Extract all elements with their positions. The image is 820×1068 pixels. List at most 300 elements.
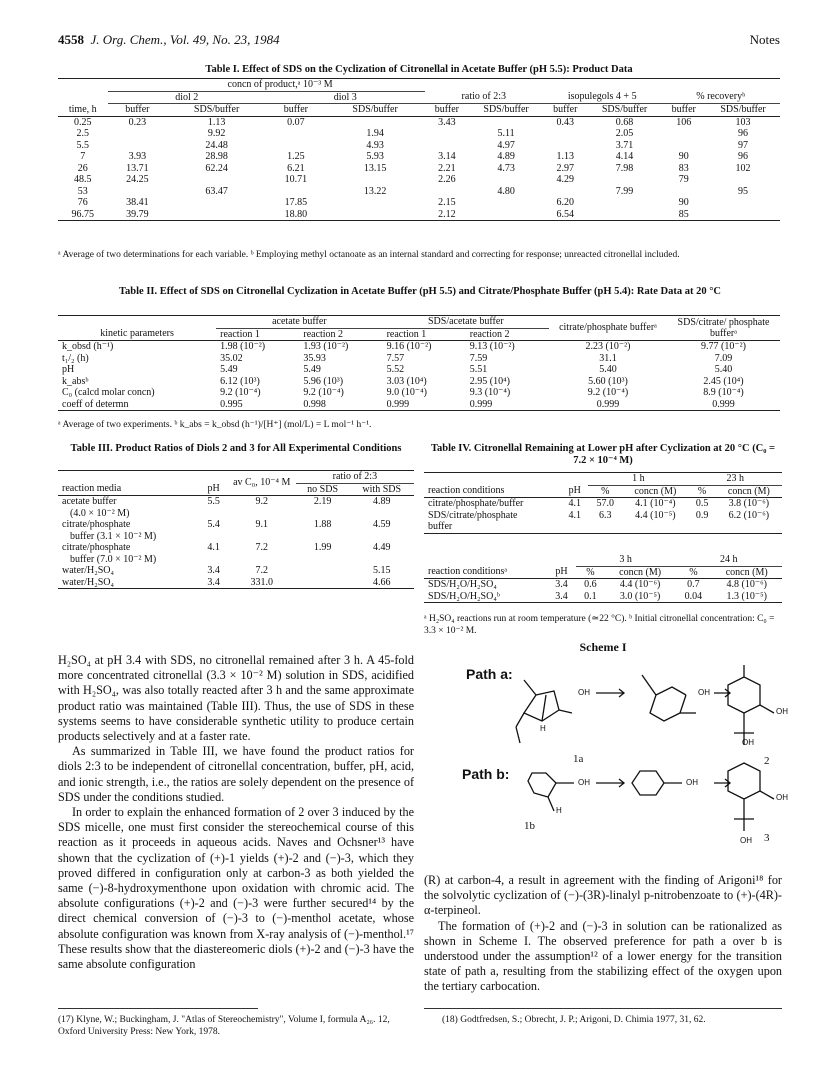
table-cell: 9.92 xyxy=(207,128,226,139)
table-cell: 4.89 xyxy=(372,496,391,507)
oh-label: OH xyxy=(742,738,754,747)
table-cell: buffer (7.0 × 10⁻² M) xyxy=(70,553,157,565)
t3-group-ratio: ratio of 2:3 xyxy=(296,471,414,484)
arrow-b1 xyxy=(596,779,624,787)
table-cell: 9.16 (10⁻²) xyxy=(386,341,432,352)
table-cell: buffer xyxy=(428,521,453,532)
table-cell xyxy=(108,186,168,198)
table4-part2 xyxy=(424,554,782,603)
table-cell xyxy=(588,521,622,533)
table-row xyxy=(58,353,780,365)
table-cell: 0.999 xyxy=(469,398,493,410)
table-cell xyxy=(469,174,543,186)
structure-1b xyxy=(528,773,556,797)
table-cell: 3.8 (10⁻⁶) xyxy=(728,498,770,509)
t4-column-header: % xyxy=(697,485,707,497)
table-cell: 0.68 xyxy=(615,116,634,128)
oh-label: OH xyxy=(578,688,590,697)
table-row xyxy=(58,116,780,128)
path-a-label: Path a: xyxy=(466,666,513,682)
table1-caption: Table I. Effect of SDS on the Cyclization of Citronellal in Acetate Buffer (pH 5.5): Product Data xyxy=(205,64,633,75)
table-cell: 3.4 xyxy=(555,579,568,590)
table-cell: 0.1 xyxy=(584,590,597,602)
t4b-group-3h: 3 h xyxy=(576,554,675,566)
table-cell xyxy=(349,531,414,543)
table-cell: 4.89 xyxy=(497,151,515,162)
h-label: H xyxy=(556,806,562,815)
table-cell xyxy=(588,197,662,209)
table-cell xyxy=(349,508,414,520)
table-cell: 95 xyxy=(738,185,749,197)
t1-column-header: buffer xyxy=(283,104,308,115)
left-paragraph: H₂SO₄ at pH 3.4 with SDS, no citronellal remained after 3 h. A 45-fold more concentrated citronellal (3.3 × 10⁻² M) solution in SDS, acidified with H₂SO₄, was also totally reacted after 3 h and the same approximate product ratio was maintained (Table III). Thus, the use of SDS in these systems seems to have considerable synthetic utility to produce certain products selectively and at a faster rate. xyxy=(58,653,414,744)
table-cell: 4.1 (10⁻⁴) xyxy=(635,498,676,509)
table-cell xyxy=(296,508,350,520)
table-row xyxy=(58,531,414,543)
table-cell: 4.73 xyxy=(497,162,515,174)
t3-col-c0: av C₀, 10⁻⁴ M xyxy=(233,477,291,489)
table-cell: 7 xyxy=(80,151,86,162)
footnote-rule xyxy=(58,1008,258,1009)
t3-col-nosds: no SDS xyxy=(307,483,339,495)
table-cell: citrate/phosphate xyxy=(62,542,131,553)
table-cell xyxy=(716,521,782,533)
right-footnote: (18) Godtfredsen, S.; Obrecht, J. P.; Arigoni, D. Chimia 1977, 31, 62. xyxy=(442,1015,706,1025)
table-cell: 0.5 xyxy=(695,498,709,509)
table-cell xyxy=(228,531,296,543)
table-cell: SDS/H₂O/H₂SO₄ xyxy=(428,579,497,590)
table-cell: 4.93 xyxy=(366,139,384,151)
table-cell: 2.97 xyxy=(556,162,575,174)
table-cell: 9.2 (10⁻⁴) xyxy=(587,387,629,398)
structure-1a xyxy=(524,680,559,721)
table-cell xyxy=(326,174,425,186)
table-cell: 4.4 (10⁻⁵) xyxy=(635,509,676,521)
table-cell: 4.80 xyxy=(497,185,515,197)
table-cell: 5.40 xyxy=(714,364,733,375)
scheme-title: Scheme I xyxy=(579,640,627,654)
t1-column-header: time, h xyxy=(68,103,97,115)
table-cell: 5.96 (10³) xyxy=(303,375,344,387)
table-cell: 2.95 (10⁴) xyxy=(469,375,510,387)
table-cell: 1.99 xyxy=(313,542,332,553)
table-row xyxy=(58,209,780,221)
table2-caption: Table II. Effect of SDS on Citronellal Cyclization in Acetate Buffer (pH 5.5) and Citrate/Phosphate Buffer (pH 5.4): Rate Data at 20 °C xyxy=(119,286,721,297)
table-cell: 9.13 (10⁻²) xyxy=(469,341,515,352)
table-cell: coeff of determn xyxy=(62,398,129,410)
table-row xyxy=(58,508,414,520)
table-cell xyxy=(228,508,296,520)
t3-col-ph: pH xyxy=(207,483,220,495)
table-cell: 35.02 xyxy=(220,352,243,364)
table-cell: 9.77 (10⁻²) xyxy=(701,341,746,352)
table-cell: 103 xyxy=(735,116,751,128)
oh-label: OH xyxy=(740,836,752,845)
table-row xyxy=(424,510,782,522)
table-row xyxy=(424,579,782,591)
t4-column-header: reaction conditions xyxy=(428,485,505,497)
t1-group-header: isopulegols 4 + 5 xyxy=(543,91,661,104)
table-cell: 331.0 xyxy=(250,576,273,588)
table-row xyxy=(58,565,414,577)
table-cell: 6.12 (10³) xyxy=(220,375,260,387)
table-cell: 57.0 xyxy=(596,498,615,509)
t1-column-header: SDS/buffer xyxy=(193,104,240,115)
table-cell: citrate/phosphate xyxy=(62,519,131,530)
table4-caption: Table IV. Citronellal Remaining at Lower pH after Cyclization at 20 °C (C₀ = 7.2 × 10⁻⁴ M) xyxy=(430,443,776,466)
table4-part1 xyxy=(424,472,782,534)
oh-label: OH xyxy=(698,688,710,697)
table-cell xyxy=(266,128,326,140)
table-cell: buffer (3.1 × 10⁻² M) xyxy=(70,530,157,542)
left-paragraph: As summarized in Table III, we have found the product ratios for diols 2:3 to be independent of citronellal concentration, buffer, pH, acid, and ionic strength, i.e., the ratios are solely dependent on the presence of SDS under the conditions studied. xyxy=(58,744,414,804)
table-row xyxy=(58,399,780,411)
table-cell xyxy=(561,521,588,533)
table-cell: 97 xyxy=(738,139,749,151)
table-cell xyxy=(199,531,227,543)
table-row xyxy=(58,554,414,566)
table-cell: 7.2 xyxy=(255,542,268,553)
table-cell: 24.25 xyxy=(126,174,149,185)
table-cell: 1.88 xyxy=(313,519,332,530)
table-row xyxy=(58,387,780,399)
table-cell: acetate buffer xyxy=(62,496,117,507)
table-row xyxy=(58,496,414,508)
table-cell: 0.995 xyxy=(220,398,243,410)
table-row xyxy=(58,128,780,140)
t2-group-citrate: citrate/phosphate bufferᵃ xyxy=(559,322,657,334)
table-row xyxy=(424,498,782,510)
table-cell: 24.48 xyxy=(205,139,228,151)
structure-intermediate-a xyxy=(642,675,686,721)
table-cell: 9.1 xyxy=(255,519,268,530)
table-cell: 0.23 xyxy=(128,116,147,128)
t2-column-header: reaction 2 xyxy=(469,328,510,340)
table-cell: 3.14 xyxy=(438,151,456,162)
table-cell: 4.1 xyxy=(568,509,581,521)
structure-3 xyxy=(728,763,760,799)
table-cell xyxy=(425,128,470,140)
table-cell: 1.94 xyxy=(366,128,384,139)
t2-column-header: kinetic parameters xyxy=(100,328,174,340)
table-cell: 5.40 xyxy=(599,364,617,375)
table-cell: 1.98 (10⁻²) xyxy=(220,341,266,352)
table-cell: 0.43 xyxy=(556,116,575,128)
table-cell: 0.9 xyxy=(695,509,709,521)
table-cell: 96.75 xyxy=(71,208,94,220)
table-cell: 28.98 xyxy=(205,151,228,162)
table-cell: 4.14 xyxy=(615,151,634,162)
table-cell: 9.0 (10⁻⁴) xyxy=(386,387,427,398)
right-paragraph: (R) at carbon-4, a result in agreement with the finding of Arigoni¹⁸ for the solvolytic cyclization of (−)-(3R)-linalyl p-nitrobenzoate to (+)-(4R)-α-terpineol. xyxy=(424,873,782,918)
table-cell: 5.5 xyxy=(76,139,89,151)
table-cell: 5.60 (10³) xyxy=(588,375,628,387)
table-cell: 1.13 xyxy=(556,151,575,162)
table-cell: 3.4 xyxy=(207,565,220,576)
table-cell: 0.999 xyxy=(596,398,620,410)
table-cell: 9.2 (10⁻⁴) xyxy=(220,387,261,398)
t4-column-header: % xyxy=(586,566,595,578)
table-cell: t₁/₂ (h) xyxy=(62,352,89,364)
table-cell: 83 xyxy=(678,162,689,174)
t1-group-header: diol 3 xyxy=(266,91,425,104)
t4-column-header: concn (M) xyxy=(619,566,662,578)
left-footnote: (17) Klyne, W.; Buckingham, J. "Atlas of Stereochemistry", Volume I, formula A₂₆. 12, Oxford University Press: New York, 1978. xyxy=(58,1015,390,1037)
t4-column-header: concn (M) xyxy=(727,485,770,497)
table-cell xyxy=(296,565,350,577)
table3 xyxy=(58,470,414,589)
table-cell: 2.05 xyxy=(615,128,634,139)
table-cell xyxy=(228,554,296,566)
t3-col-media: reaction media xyxy=(62,483,122,495)
table-cell: 5.52 xyxy=(386,364,405,375)
table-row xyxy=(58,341,780,353)
table-cell: 2.26 xyxy=(438,174,456,185)
table-cell: 3.71 xyxy=(615,139,634,151)
left-column-text xyxy=(58,653,414,972)
table-cell: citrate/phosphate/buffer xyxy=(428,498,524,509)
table-cell: 0.999 xyxy=(712,398,735,410)
table-cell: 5.4 xyxy=(207,519,220,530)
table-cell: 102 xyxy=(735,162,751,174)
t1-column-header: SDS/buffer xyxy=(352,104,398,115)
table-cell: 4.1 xyxy=(207,542,220,553)
table-cell: 3.03 (10⁴) xyxy=(386,375,427,387)
table2 xyxy=(58,315,780,411)
table-cell: 2.15 xyxy=(438,197,456,208)
table-row xyxy=(424,521,782,533)
table-cell: 0.04 xyxy=(684,590,703,602)
table-cell: 1.13 xyxy=(207,116,226,128)
t1-column-header: buffer xyxy=(553,104,578,115)
table-cell: 2.21 xyxy=(438,162,456,174)
t4-column-header: concn (M) xyxy=(725,566,768,578)
table-cell xyxy=(326,197,425,209)
table-cell: 5.93 xyxy=(366,151,384,162)
table1 xyxy=(58,78,780,221)
table-cell: 7.09 xyxy=(714,352,733,364)
table-cell: 35.93 xyxy=(303,352,326,364)
t1-column-header: SDS/buffer xyxy=(720,104,766,115)
table-cell: 96 xyxy=(738,151,749,162)
table-cell: 17.85 xyxy=(284,197,308,208)
table-cell: 8.9 (10⁻⁴) xyxy=(703,387,744,398)
t1-column-header: buffer xyxy=(671,104,696,115)
table-cell: 0.7 xyxy=(687,579,700,590)
table-cell xyxy=(199,554,227,566)
t4b-group-24h: 24 h xyxy=(675,554,782,566)
table-cell xyxy=(108,128,168,140)
right-paragraph: The formation of (+)-2 and (−)-3 in solution can be rationalized as shown in Scheme I. The observed preference for path a over b is understood under the assumption¹² of a lower energy for the transition state of path a, resulting from the stabilizing effect of the oxygen upon the tertiary carbocation. xyxy=(424,918,782,994)
table-cell: 7.57 xyxy=(386,352,405,364)
table-cell: 3.43 xyxy=(438,116,456,128)
table-cell xyxy=(425,186,470,198)
table-cell: 1.93 (10⁻²) xyxy=(303,341,349,352)
table-row xyxy=(58,577,414,589)
running-header xyxy=(58,32,280,48)
table-cell xyxy=(661,128,706,140)
table1-super-header: concn of product,ᵃ 10⁻³ M xyxy=(108,79,425,92)
t4-column-header: pH xyxy=(555,566,568,578)
t1-column-header: buffer xyxy=(125,104,150,115)
table-cell: 13.15 xyxy=(363,162,387,174)
table-cell: 79 xyxy=(678,174,689,185)
table-cell: 10.71 xyxy=(284,174,308,185)
t2-group-sds-acetate: SDS/acetate buffer xyxy=(383,316,549,329)
table-cell: k_obsd (h⁻¹) xyxy=(62,341,114,352)
table-cell: 5.49 xyxy=(220,364,238,375)
table-cell xyxy=(296,577,350,589)
t2-group-acetate: acetate buffer xyxy=(216,316,382,329)
table-cell: 62.24 xyxy=(205,162,228,174)
t1-group-header: % recoveryᵇ xyxy=(661,91,780,104)
journal-citation: J. Org. Chem., Vol. 49, No. 23, 1984 xyxy=(90,32,280,47)
table-cell: 2.23 (10⁻²) xyxy=(585,341,631,352)
table-cell: 2.45 (10⁴) xyxy=(703,375,744,387)
oh-label: OH xyxy=(776,707,788,716)
table-cell xyxy=(469,116,543,128)
table-cell xyxy=(622,521,688,533)
table-cell: 26 xyxy=(77,162,88,174)
table-cell: SDS/citrate/phosphate xyxy=(428,509,518,521)
table-cell: 4.97 xyxy=(497,139,515,151)
table-cell xyxy=(167,197,266,209)
table-cell xyxy=(167,209,266,221)
table-cell: 9.2 xyxy=(255,496,268,507)
t1-group-header: ratio of 2:3 xyxy=(425,91,543,104)
table-cell: 6.54 xyxy=(556,208,575,220)
table-cell: 4.59 xyxy=(372,519,391,530)
table4-footnote: ᵃ H₂SO₄ reactions run at room temperature (≃22 °C). ᵇ Initial citronellal concentration: C₀ = 3.3 × 10⁻² M. xyxy=(424,614,775,636)
table-cell xyxy=(425,140,470,152)
table-cell: pH xyxy=(62,364,75,375)
table-row xyxy=(424,591,782,603)
table-cell: 0.999 xyxy=(386,398,410,410)
table-cell: SDS/H₂O/H₂SO₄ᵇ xyxy=(428,590,500,602)
t1-group-header: diol 2 xyxy=(108,91,267,104)
table-cell xyxy=(326,116,425,128)
t2-column-header: reaction 1 xyxy=(386,328,427,340)
table-cell: 3.0 (10⁻⁵) xyxy=(619,590,661,602)
table-cell: (4.0 × 10⁻² M) xyxy=(70,507,130,519)
table-cell xyxy=(661,186,706,198)
table-cell xyxy=(469,209,543,221)
table-cell: 53 xyxy=(77,185,88,197)
table-row xyxy=(58,163,780,175)
table-cell xyxy=(296,554,350,566)
structure-intermediate-b xyxy=(632,771,664,795)
section-label: Notes xyxy=(749,32,780,47)
arrow-a1 xyxy=(596,689,624,697)
compound-2-label: 2 xyxy=(764,755,770,767)
t4-column-header: concn (M) xyxy=(634,485,677,497)
table-cell xyxy=(349,554,414,566)
left-paragraph: In order to explain the enhanced formation of 2 over 3 induced by the SDS micelle, one must first consider the stereochemical course of this reaction as it proceeds in aqueous acids. Naves and Ochsner¹³ have shown that the cyclization of (+)-1 yields (+)-2 and (−)-3, which they proved differed in configuration only at carbon-3 as both yielded the same (−)-8-hydroxymenthone upon oxidation with chromic acid. The absolute configurations (+)-2 and (−)-3 were further secured¹⁴ by the direct chemical conversion of (−)-3 to (−)-menthol acetate, whose absolute configuration was known from X-ray analysis of (−)-menthol.¹⁷ These results show that the diastereomeric diols (+)-2 and (−)-3 have the same absolute configuration xyxy=(58,805,414,972)
table-cell: water/H₂SO₄ xyxy=(62,565,114,576)
table-cell xyxy=(688,521,715,533)
table-cell: 6.2 (10⁻⁶) xyxy=(728,509,770,521)
t2-column-header: reaction 1 xyxy=(220,328,260,340)
table-row xyxy=(58,140,780,152)
t4-column-header: reaction conditionsᵃ xyxy=(428,566,508,578)
path-b-label: Path b: xyxy=(462,766,510,782)
compound-1b-label: 1b xyxy=(524,820,535,832)
table-cell xyxy=(543,140,588,152)
table-cell: 9.2 (10⁻⁴) xyxy=(303,387,344,398)
table-row xyxy=(58,519,414,531)
table-cell: 3.4 xyxy=(207,576,220,588)
table-cell xyxy=(469,197,543,209)
table-cell: 4.49 xyxy=(372,542,391,553)
t1-column-header: SDS/buffer xyxy=(483,104,529,115)
table-cell: 13.71 xyxy=(126,162,149,174)
table-cell: 0.07 xyxy=(287,116,305,128)
table2-footnote: ᵃ Average of two experiments. ᵇ k_abs = k_obsd (h⁻¹)/[H⁺] (mol/L) = L mol⁻¹ h⁻¹. xyxy=(58,420,372,430)
table-cell: 5.15 xyxy=(372,565,391,576)
table-cell xyxy=(266,186,326,198)
table1-footnote: ᵃ Average of two determinations for each variable. ᵇ Employing methyl octanoate as an internal standard and correcting for response; unreacted citronellal included. xyxy=(58,250,680,260)
table-cell: 5.49 xyxy=(303,364,321,375)
table-cell: 13.22 xyxy=(363,185,387,197)
compound-3-label: 3 xyxy=(764,832,770,844)
table-cell: 76 xyxy=(77,197,88,208)
table-cell: 38.41 xyxy=(126,197,149,208)
table-cell: 106 xyxy=(676,116,692,128)
table-cell: 90 xyxy=(678,197,689,208)
table-cell: 2.12 xyxy=(438,208,456,220)
table-cell: 9.3 (10⁻⁴) xyxy=(469,387,511,398)
t1-column-header: SDS/buffer xyxy=(601,104,648,115)
table-row xyxy=(58,542,414,554)
right-column-text xyxy=(424,873,782,995)
table-row xyxy=(58,197,780,209)
table-cell: 5.5 xyxy=(207,496,220,507)
table-cell: water/H₂SO₄ xyxy=(62,576,114,588)
table-cell: 5.51 xyxy=(469,364,488,375)
table-row xyxy=(58,376,780,388)
table-cell: 6.21 xyxy=(287,162,305,174)
t4a-group-1h: 1 h xyxy=(588,473,688,486)
table-cell: 90 xyxy=(678,151,689,162)
table-cell: 0.998 xyxy=(303,398,326,410)
table-cell xyxy=(543,128,588,140)
table-cell: 85 xyxy=(678,208,689,220)
page-number: 4558 xyxy=(58,32,84,47)
table-cell: 2.19 xyxy=(313,496,332,507)
table-row xyxy=(58,186,780,198)
table-row xyxy=(58,364,780,376)
table-cell xyxy=(108,140,168,152)
t4-column-header: % xyxy=(689,566,698,578)
footnote-rule xyxy=(424,1008,782,1009)
table-cell xyxy=(706,209,780,221)
t4-column-header: pH xyxy=(568,485,581,497)
table-cell: 3.4 xyxy=(555,590,568,602)
compound-1a-label: 1a xyxy=(573,753,584,765)
table-row xyxy=(58,151,780,163)
table-cell: 4.66 xyxy=(372,576,391,588)
scheme-structures xyxy=(424,655,782,860)
table-cell: 4.8 (10⁻⁶) xyxy=(726,579,767,590)
table-cell: 2.5 xyxy=(76,128,89,139)
table-cell: 3.93 xyxy=(128,151,147,162)
table-cell: 4.29 xyxy=(556,174,575,185)
table-cell xyxy=(588,209,662,221)
table-cell xyxy=(199,508,227,520)
table-cell: 5.11 xyxy=(497,128,515,139)
structure-2 xyxy=(728,665,760,713)
t3-col-withsds: with SDS xyxy=(362,483,402,495)
